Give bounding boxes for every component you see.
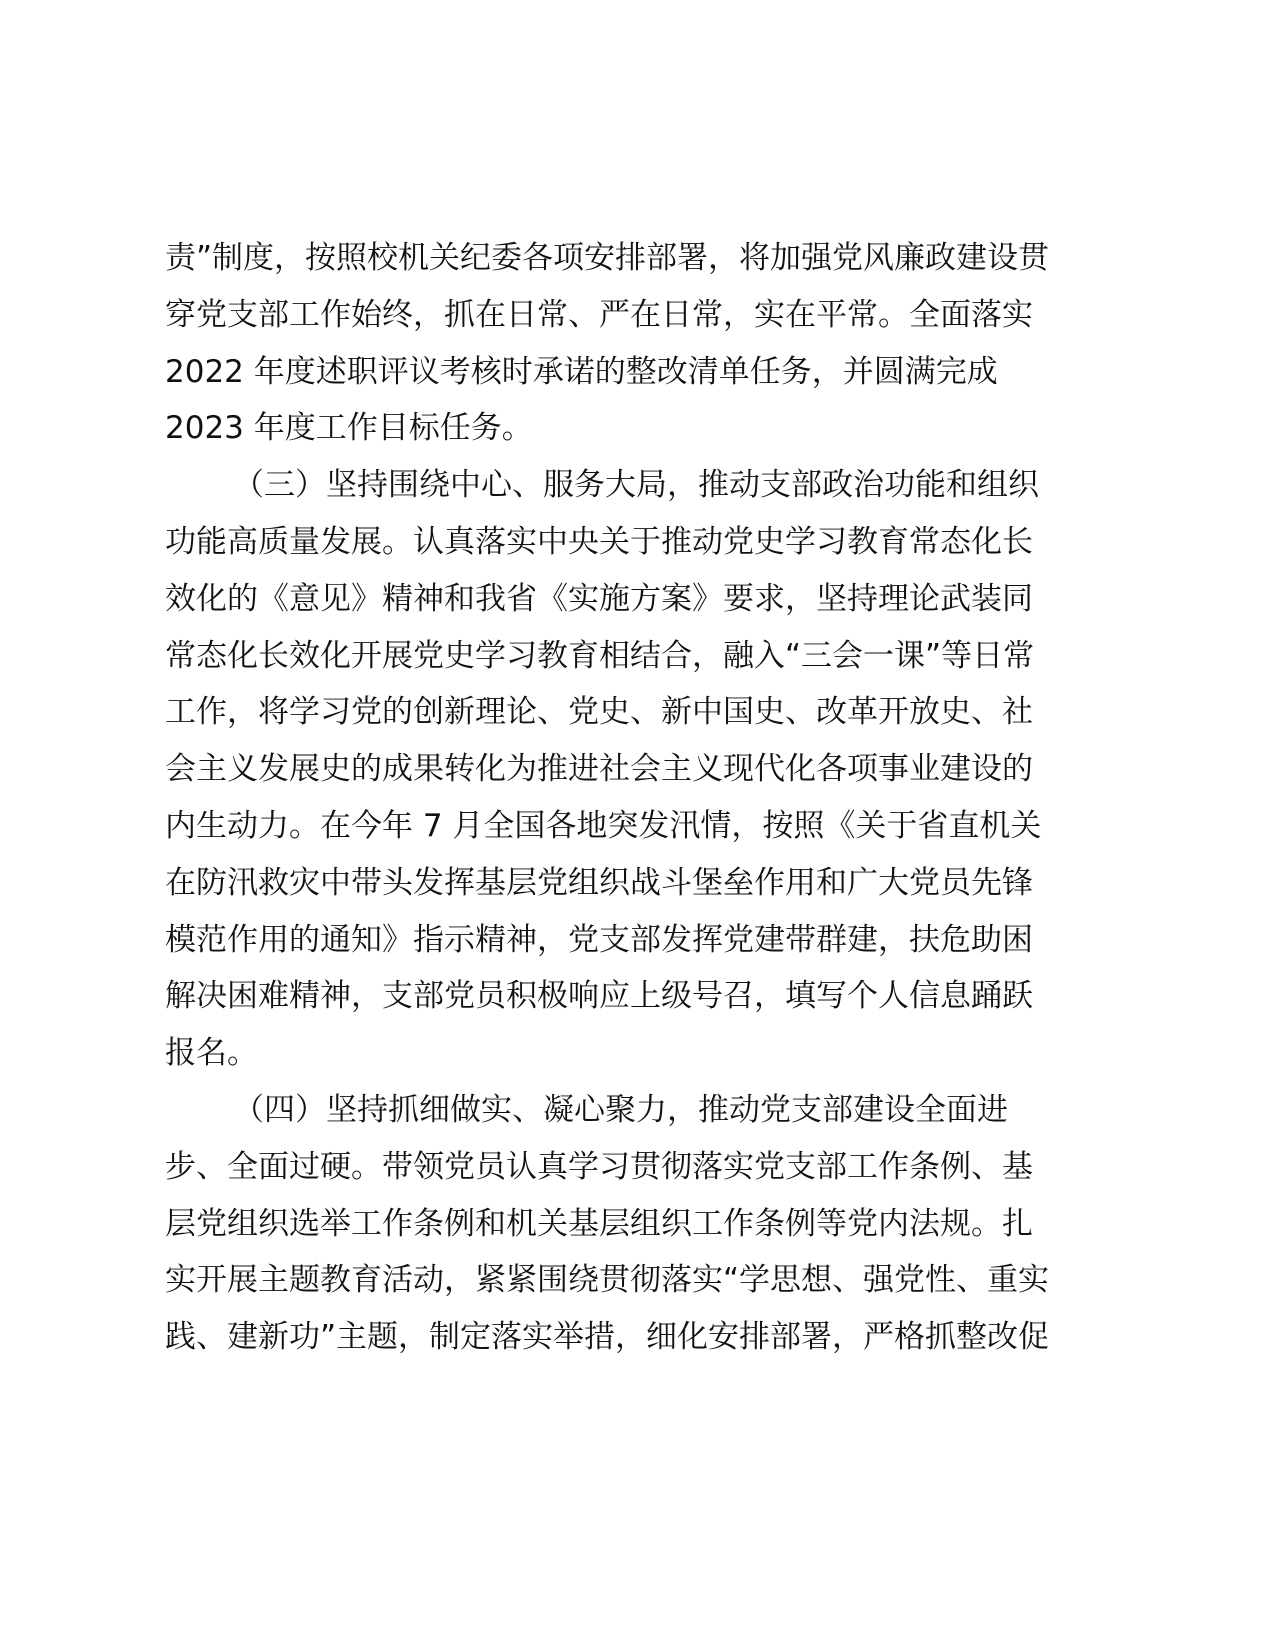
text-line: 2022 年度述职评议考核时承诺的整改清单任务，并圆满完成 xyxy=(165,353,998,390)
text-line: 会主义发展史的成果转化为推进社会主义现代化各项事业建设的 xyxy=(165,751,1033,788)
text-line: 常态化长效化开展党史学习教育相结合，融入“三会一课”等日常 xyxy=(165,637,1035,674)
text-line: 2023 年度工作目标任务。 xyxy=(165,410,533,447)
section-heading-3: （三）坚持围绕中心、服务大局，推动支部政治功能和组织 xyxy=(233,467,1039,504)
text-line: 践、建新功”主题，制定落实举措，细化安排部署，严格抓整改促 xyxy=(165,1319,1050,1356)
text-line: 责”制度，按照校机关纪委各项安排部署，将加强党风廉政建设贯 xyxy=(165,240,1050,276)
text-line: 步、全面过硬。带领党员认真学习贯彻落实党支部工作条例、基 xyxy=(165,1148,1033,1185)
text-line: 模范作用的通知》指示精神，党支部发挥党建带群建，扶危助困 xyxy=(165,921,1033,958)
text-line: 在防汛救灾中带头发挥基层党组织战斗堡垒作用和广大党员先锋 xyxy=(165,864,1033,901)
document-body xyxy=(165,230,1125,1366)
text-line: 报名。 xyxy=(165,1035,258,1072)
text-line: 内生动力。在今年 7 月全国各地突发汛情，按照《关于省直机关 xyxy=(165,807,1042,844)
text-line: 工作，将学习党的创新理论、党史、新中国史、改革开放史、社 xyxy=(165,694,1033,731)
text-line: 功能高质量发展。认真落实中央关于推动党史学习教育常态化长 xyxy=(165,523,1033,560)
text-line: 效化的《意见》精神和我省《实施方案》要求，坚持理论武装同 xyxy=(165,580,1033,617)
text-line: 层党组织选举工作条例和机关基层组织工作条例等党内法规。扎 xyxy=(165,1205,1033,1242)
text-line: 解决困难精神，支部党员积极响应上级号召，填写个人信息踊跃 xyxy=(165,978,1033,1015)
text-line: 穿党支部工作始终，抓在日常、严在日常，实在平常。全面落实 xyxy=(165,296,1033,333)
text-line: 实开展主题教育活动，紧紧围绕贯彻落实“学思想、强党性、重实 xyxy=(165,1262,1050,1299)
section-heading-4: （四）坚持抓细做实、凝心聚力，推动党支部建设全面进 xyxy=(233,1091,1008,1128)
